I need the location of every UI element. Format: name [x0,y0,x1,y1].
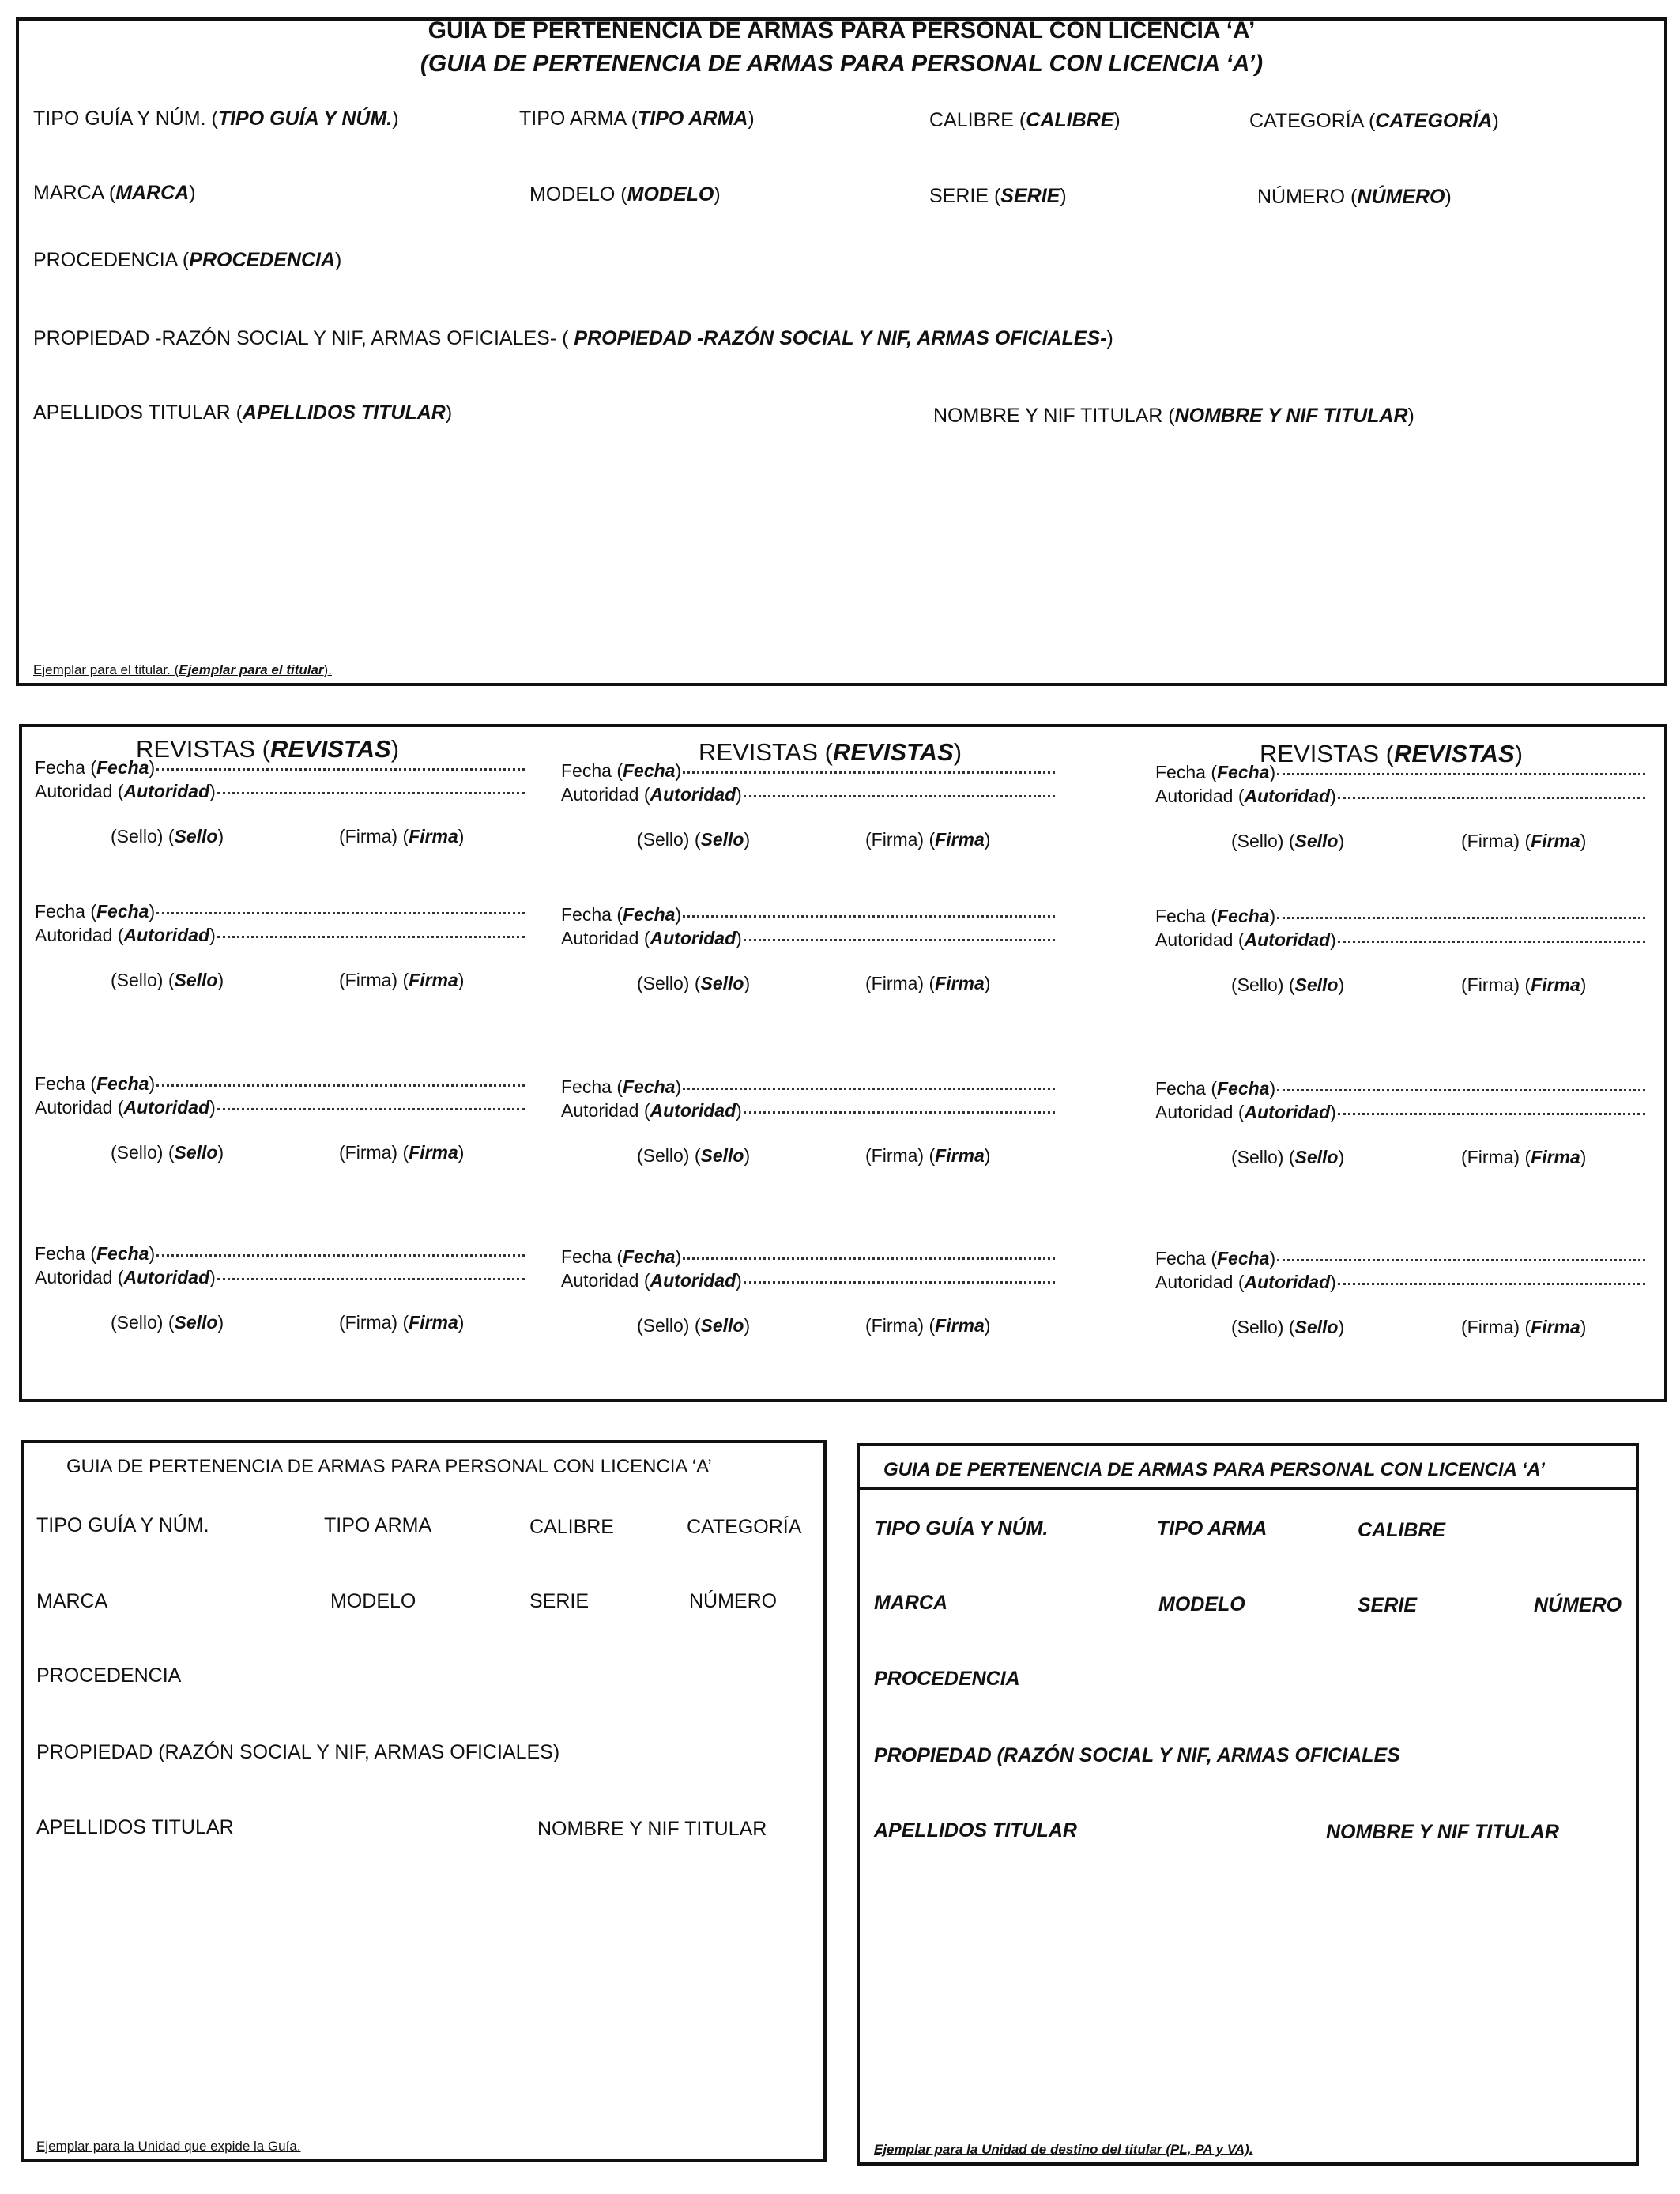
unidad-destino-card [857,1443,1639,2166]
revista-firma: (Firma) (Firma) [1461,974,1587,995]
right-tipo-arma: TIPO ARMA [1157,1517,1268,1540]
revista-autoridad-line: Autoridad ( Autoridad ) [35,781,525,802]
right-tipo-guia: TIPO GUÍA Y NÚM. [874,1517,1049,1540]
autoridad-dotted-line [744,795,1055,797]
right-modelo: MODELO [1158,1593,1245,1615]
right-serie: SERIE [1358,1594,1418,1616]
revista-firma: (Firma) (Firma) [865,829,991,850]
unidad-expide-footer: Ejemplar para la Unidad que expide la Guía. [36,2139,301,2154]
right-calibre: CALIBRE [1358,1519,1446,1541]
revista-firma: (Firma) (Firma) [339,970,465,990]
autoridad-dotted-line [1338,797,1645,799]
titular-card-title-italic: (GUIA DE PERTENENCIA DE ARMAS PARA PERSONAL CON LICENCIA ‘A’) [420,51,1264,77]
fecha-dotted-line [683,1088,1055,1090]
revista-sello: (Sello) (Sello) [111,1312,224,1333]
left-marca: MARCA [36,1590,108,1612]
left-procedencia: PROCEDENCIA [36,1664,182,1687]
unidad-destino-title-rule [857,1487,1639,1490]
revista-fecha-line: Fecha ( Fecha ) [561,1246,1055,1268]
right-nombre: NOMBRE Y NIF TITULAR [1326,1821,1559,1843]
revista-autoridad-line: Autoridad ( Autoridad ) [35,1267,525,1288]
revista-autoridad-line: Autoridad ( Autoridad ) [1155,1102,1645,1123]
revista-autoridad-line: Autoridad ( Autoridad ) [35,1097,525,1118]
right-propiedad: PROPIEDAD (RAZÓN SOCIAL Y NIF, ARMAS OFICIALES [874,1744,1400,1766]
revista-firma: (Firma) (Firma) [865,1145,991,1166]
fecha-dotted-line [1277,1259,1645,1261]
titular-card-footer: Ejemplar para el titular. (Ejemplar para el titular). [33,662,332,677]
revista-autoridad-line: Autoridad ( Autoridad ) [1155,929,1645,951]
titular-card-title: GUIA DE PERTENENCIA DE ARMAS PARA PERSONAL CON LICENCIA ‘A’ [428,17,1256,43]
revistas-title: REVISTAS (REVISTAS) [136,735,400,763]
revista-fecha-line: Fecha ( Fecha ) [35,757,525,778]
fecha-dotted-line [1277,1089,1645,1091]
revista-firma: (Firma) (Firma) [1461,1147,1587,1167]
revista-fecha-line: Fecha ( Fecha ) [1155,1248,1645,1269]
autoridad-dotted-line [217,792,525,794]
autoridad-dotted-line [217,936,525,938]
unidad-destino-footer: Ejemplar para la Unidad de destino del titular (PL, PA y VA). [874,2142,1253,2157]
fecha-dotted-line [156,1254,525,1257]
revista-sello: (Sello) (Sello) [637,829,751,850]
revista-fecha-line: Fecha ( Fecha ) [561,1076,1055,1098]
revista-firma: (Firma) (Firma) [865,1315,991,1336]
revista-fecha-line: Fecha ( Fecha ) [35,1073,525,1095]
revista-firma: (Firma) (Firma) [1461,1317,1587,1337]
left-apellidos: APELLIDOS TITULAR [36,1816,234,1838]
field-propiedad: PROPIEDAD -RAZÓN SOCIAL Y NIF, ARMAS OFICIALES- ( PROPIEDAD -RAZÓN SOCIAL Y NIF, ARMAS OFICIALES-) [33,327,1113,349]
revistas-title: REVISTAS (REVISTAS) [699,738,962,766]
revista-firma: (Firma) (Firma) [865,973,991,993]
revista-fecha-line: Fecha ( Fecha ) [561,904,1055,925]
left-tipo-guia: TIPO GUÍA Y NÚM. [36,1514,209,1536]
revista-sello: (Sello) (Sello) [111,970,224,990]
left-categoria: CATEGORÍA [687,1516,802,1538]
revista-autoridad-line: Autoridad ( Autoridad ) [561,928,1055,949]
revistas-title: REVISTAS (REVISTAS) [1260,740,1524,767]
unidad-expide-card [21,1440,827,2162]
fecha-dotted-line [156,768,525,771]
field-nombre: NOMBRE Y NIF TITULAR (NOMBRE Y NIF TITULAR) [933,405,1414,427]
unidad-expide-title: GUIA DE PERTENENCIA DE ARMAS PARA PERSONAL CON LICENCIA ‘A’ [66,1456,712,1477]
autoridad-dotted-line [217,1108,525,1110]
revista-fecha-line: Fecha ( Fecha ) [1155,906,1645,927]
autoridad-dotted-line [744,939,1055,941]
left-serie: SERIE [529,1590,590,1612]
fecha-dotted-line [1277,917,1645,919]
field-tipo-arma: TIPO ARMA (TIPO ARMA) [519,107,755,130]
left-numero: NÚMERO [689,1590,778,1612]
revista-sello: (Sello) (Sello) [1231,1317,1345,1337]
left-modelo: MODELO [330,1590,416,1612]
field-modelo: MODELO (MODELO) [529,183,721,205]
revista-fecha-line: Fecha ( Fecha ) [35,1243,525,1265]
field-calibre: CALIBRE (CALIBRE) [929,109,1121,131]
autoridad-dotted-line [744,1111,1055,1114]
fecha-dotted-line [1277,773,1645,775]
field-apellidos: APELLIDOS TITULAR (APELLIDOS TITULAR) [33,401,453,424]
revista-sello: (Sello) (Sello) [637,973,751,993]
revistas-card [19,724,1667,1402]
revista-firma: (Firma) (Firma) [339,1142,465,1163]
revista-sello: (Sello) (Sello) [1231,1147,1345,1167]
fecha-dotted-line [683,915,1055,918]
revista-fecha-line: Fecha ( Fecha ) [1155,762,1645,783]
right-marca: MARCA [874,1592,948,1614]
field-procedencia: PROCEDENCIA (PROCEDENCIA) [33,249,342,271]
revista-autoridad-line: Autoridad ( Autoridad ) [561,1100,1055,1122]
autoridad-dotted-line [1338,1283,1645,1285]
revista-sello: (Sello) (Sello) [1231,831,1345,851]
left-propiedad: PROPIEDAD (RAZÓN SOCIAL Y NIF, ARMAS OFICIALES) [36,1741,560,1763]
revista-firma: (Firma) (Firma) [1461,831,1587,851]
revista-fecha-line: Fecha ( Fecha ) [561,760,1055,782]
revista-autoridad-line: Autoridad ( Autoridad ) [561,784,1055,805]
fecha-dotted-line [156,1084,525,1087]
field-tipo-guia: TIPO GUÍA Y NÚM. (TIPO GUÍA Y NÚM.) [33,107,399,130]
left-nombre: NOMBRE Y NIF TITULAR [537,1818,767,1840]
autoridad-dotted-line [217,1278,525,1280]
revista-sello: (Sello) (Sello) [1231,974,1345,995]
revista-firma: (Firma) (Firma) [339,1312,465,1333]
revista-autoridad-line: Autoridad ( Autoridad ) [561,1270,1055,1291]
field-categoria: CATEGORÍA (CATEGORÍA) [1249,110,1499,132]
revista-fecha-line: Fecha ( Fecha ) [35,901,525,922]
revista-sello: (Sello) (Sello) [111,1142,224,1163]
right-numero: NÚMERO [1534,1594,1622,1616]
left-tipo-arma: TIPO ARMA [324,1514,432,1536]
autoridad-dotted-line [1338,1113,1645,1115]
revista-fecha-line: Fecha ( Fecha ) [1155,1078,1645,1099]
right-procedencia: PROCEDENCIA [874,1668,1020,1690]
fecha-dotted-line [683,771,1055,774]
autoridad-dotted-line [744,1281,1055,1284]
revista-autoridad-line: Autoridad ( Autoridad ) [1155,786,1645,807]
revista-firma: (Firma) (Firma) [339,826,465,846]
right-apellidos: APELLIDOS TITULAR [874,1819,1077,1842]
left-calibre: CALIBRE [529,1516,614,1538]
field-serie: SERIE (SERIE) [929,185,1067,207]
revista-sello: (Sello) (Sello) [637,1315,751,1336]
fecha-dotted-line [683,1257,1055,1260]
fecha-dotted-line [156,912,525,914]
revista-autoridad-line: Autoridad ( Autoridad ) [1155,1272,1645,1293]
unidad-destino-title: GUIA DE PERTENENCIA DE ARMAS PARA PERSONAL CON LICENCIA ‘A’ [883,1459,1545,1480]
revista-sello: (Sello) (Sello) [637,1145,751,1166]
field-numero: NÚMERO (NÚMERO) [1257,186,1452,208]
autoridad-dotted-line [1338,941,1645,943]
revista-autoridad-line: Autoridad ( Autoridad ) [35,925,525,946]
field-marca: MARCA (MARCA) [33,182,196,204]
revista-sello: (Sello) (Sello) [111,826,224,846]
